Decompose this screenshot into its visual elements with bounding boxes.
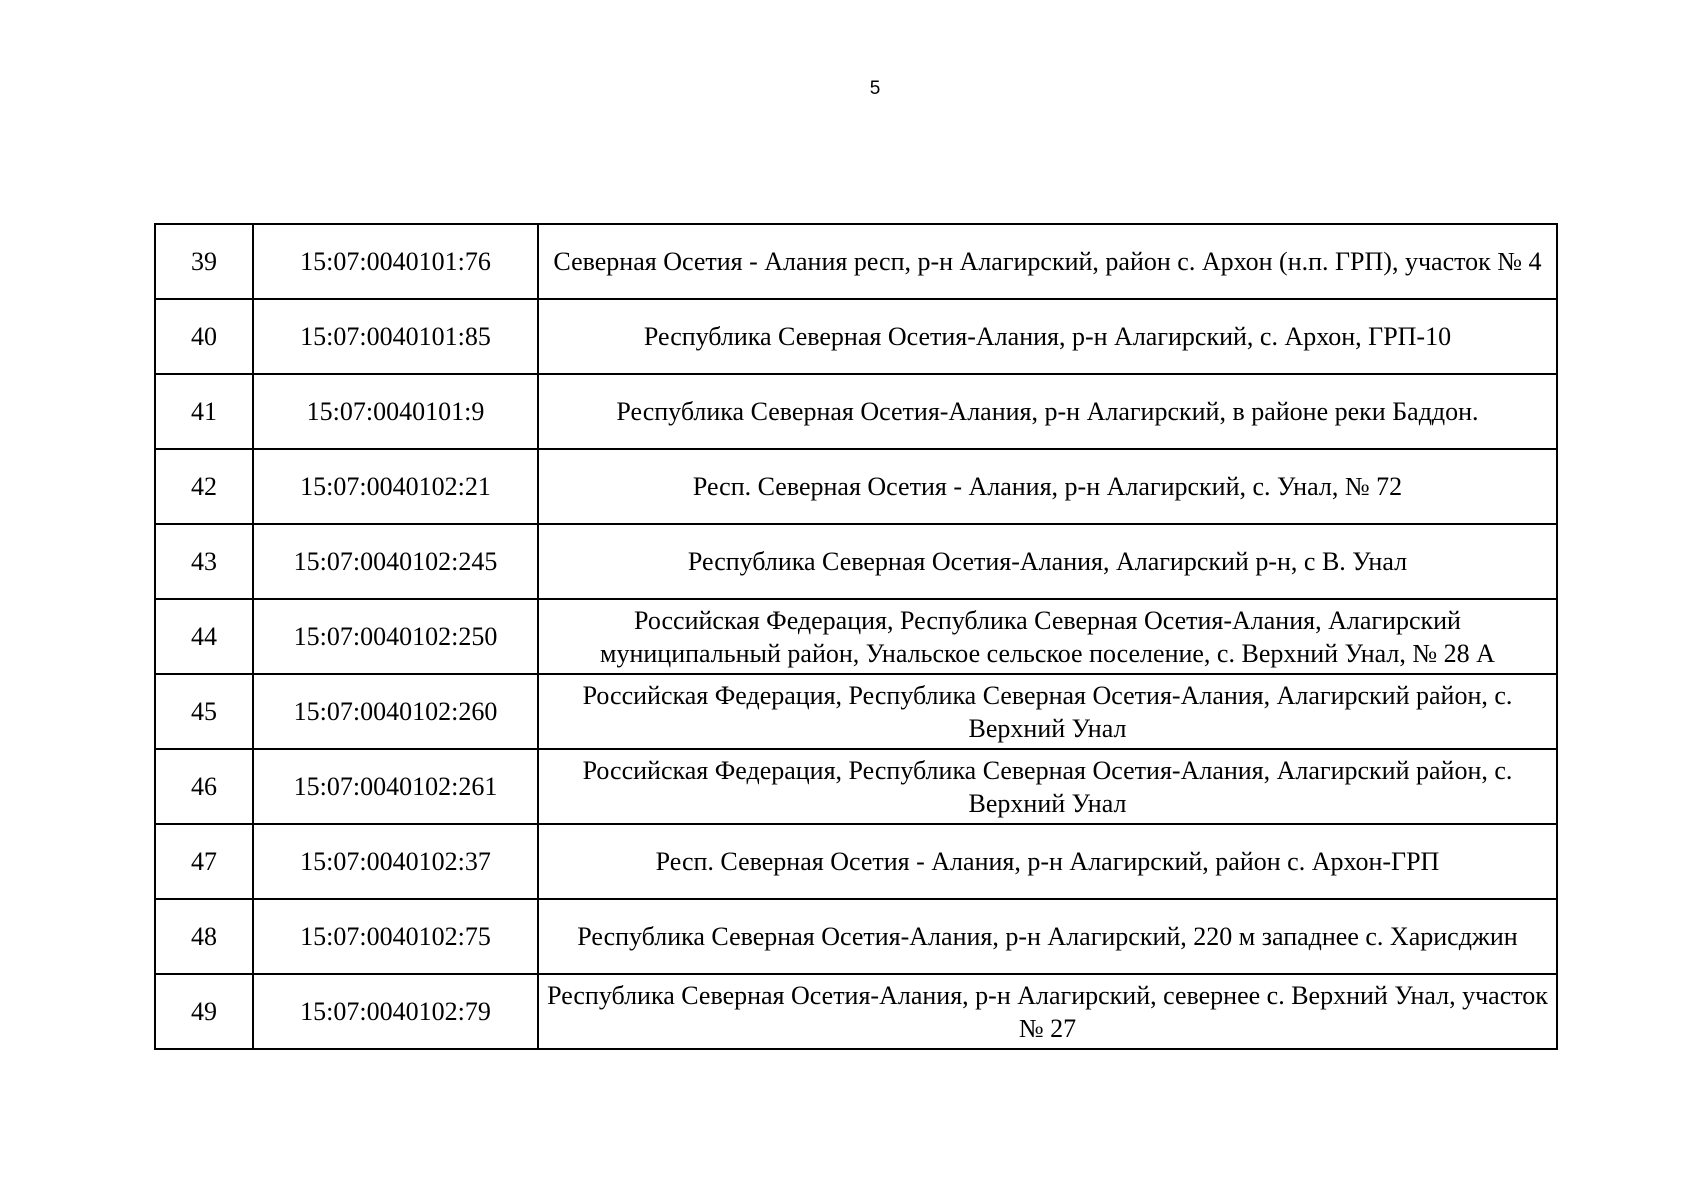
- cadastral-number: 15:07:0040102:261: [253, 749, 538, 824]
- table-row: [155, 374, 1557, 449]
- cadastral-number: 15:07:0040101:76: [253, 224, 538, 299]
- table-row: [155, 599, 1557, 674]
- cadastral-number: 15:07:0040101:9: [253, 374, 538, 449]
- address: Российская Федерация, Республика Северная Осетия-Алания, Алагирский муниципальный район, Унальское сельское поселение, с. Верхний Унал, № 28 А: [538, 599, 1557, 674]
- land-plots-table: [154, 223, 1558, 1050]
- table-row: [155, 899, 1557, 974]
- row-number: 39: [155, 224, 253, 299]
- address: Республика Северная Осетия-Алания, р-н Алагирский, с. Архон, ГРП-10: [538, 299, 1557, 374]
- table-row: [155, 824, 1557, 899]
- address: Российская Федерация, Республика Северная Осетия-Алания, Алагирский район, с. Верхний Унал: [538, 749, 1557, 824]
- cadastral-number: 15:07:0040102:37: [253, 824, 538, 899]
- table-row: [155, 524, 1557, 599]
- address: Российская Федерация, Республика Северная Осетия-Алания, Алагирский район, с. Верхний Унал: [538, 674, 1557, 749]
- row-number: 43: [155, 524, 253, 599]
- row-number: 45: [155, 674, 253, 749]
- row-number: 48: [155, 899, 253, 974]
- cadastral-number: 15:07:0040102:250: [253, 599, 538, 674]
- cadastral-number: 15:07:0040102:75: [253, 899, 538, 974]
- address: Северная Осетия - Алания респ, р-н Алагирский, район с. Архон (н.п. ГРП), участок № 4: [538, 224, 1557, 299]
- cadastral-number: 15:07:0040102:79: [253, 974, 538, 1049]
- table-row: [155, 749, 1557, 824]
- table-body: [155, 224, 1557, 1049]
- row-number: 47: [155, 824, 253, 899]
- address: Республика Северная Осетия-Алания, р-н Алагирский, в районе реки Баддон.: [538, 374, 1557, 449]
- table-row: [155, 974, 1557, 1049]
- address: Республика Северная Осетия-Алания, р-н Алагирский, севернее с. Верхний Унал, участок № 27: [538, 974, 1557, 1049]
- table-row: [155, 674, 1557, 749]
- table-row: [155, 224, 1557, 299]
- row-number: 42: [155, 449, 253, 524]
- cadastral-number: 15:07:0040101:85: [253, 299, 538, 374]
- row-number: 49: [155, 974, 253, 1049]
- cadastral-number: 15:07:0040102:21: [253, 449, 538, 524]
- address: Республика Северная Осетия-Алания, р-н Алагирский, 220 м западнее с. Харисджин: [538, 899, 1557, 974]
- cadastral-number: 15:07:0040102:260: [253, 674, 538, 749]
- page-number: 5: [869, 78, 881, 99]
- address: Респ. Северная Осетия - Алания, р-н Алагирский, с. Унал, № 72: [538, 449, 1557, 524]
- table-row: [155, 299, 1557, 374]
- address: Респ. Северная Осетия - Алания, р-н Алагирский, район с. Архон-ГРП: [538, 824, 1557, 899]
- row-number: 44: [155, 599, 253, 674]
- row-number: 40: [155, 299, 253, 374]
- address: Республика Северная Осетия-Алания, Алагирский р-н, с В. Унал: [538, 524, 1557, 599]
- cadastral-number: 15:07:0040102:245: [253, 524, 538, 599]
- table-row: [155, 449, 1557, 524]
- row-number: 46: [155, 749, 253, 824]
- row-number: 41: [155, 374, 253, 449]
